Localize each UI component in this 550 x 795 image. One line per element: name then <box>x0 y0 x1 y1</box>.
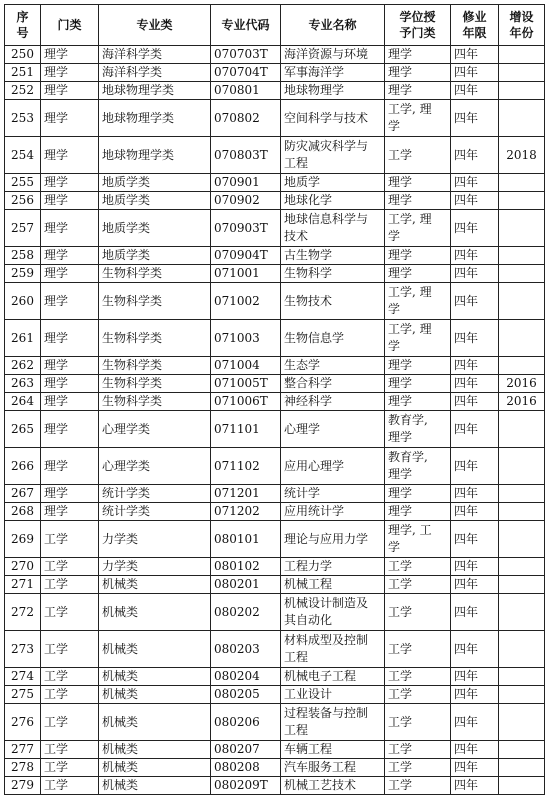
cell-major-name: 地球物理学 <box>281 82 385 100</box>
cell-code: 080201 <box>211 576 281 594</box>
cell-duration: 四年 <box>451 375 499 393</box>
cell-seq: 264 <box>5 393 41 411</box>
cell-degree: 工学 <box>385 741 451 759</box>
cell-category: 工学 <box>41 668 99 686</box>
table-row <box>5 777 545 795</box>
cell-code: 080207 <box>211 741 281 759</box>
cell-major-name: 地球化学 <box>281 192 385 210</box>
cell-seq: 254 <box>5 137 41 174</box>
cell-code: 070801 <box>211 82 281 100</box>
cell-seq: 257 <box>5 210 41 247</box>
cell-seq: 267 <box>5 485 41 503</box>
cell-year-added <box>499 82 545 100</box>
cell-category: 理学 <box>41 247 99 265</box>
cell-year-added <box>499 174 545 192</box>
cell-year-added <box>499 247 545 265</box>
cell-degree: 理学 <box>385 46 451 64</box>
cell-year-added <box>499 100 545 137</box>
cell-duration: 四年 <box>451 137 499 174</box>
cell-code: 071102 <box>211 448 281 485</box>
cell-seq: 252 <box>5 82 41 100</box>
cell-seq: 251 <box>5 64 41 82</box>
cell-degree: 工学 <box>385 668 451 686</box>
cell-major-name: 统计学 <box>281 485 385 503</box>
cell-year-added <box>499 283 545 320</box>
cell-code: 071004 <box>211 357 281 375</box>
table-row <box>5 174 545 192</box>
cell-seq: 272 <box>5 594 41 631</box>
cell-year-added <box>499 265 545 283</box>
cell-major-name: 材料成型及控制 工程 <box>281 631 385 668</box>
cell-year-added <box>499 594 545 631</box>
cell-category: 工学 <box>41 521 99 558</box>
cell-category: 理学 <box>41 448 99 485</box>
cell-seq: 275 <box>5 686 41 704</box>
cell-category: 理学 <box>41 46 99 64</box>
cell-subject: 心理学类 <box>99 411 211 448</box>
cell-subject: 海洋科学类 <box>99 64 211 82</box>
cell-year-added: 2016 <box>499 393 545 411</box>
cell-category: 理学 <box>41 503 99 521</box>
cell-seq: 253 <box>5 100 41 137</box>
cell-seq: 263 <box>5 375 41 393</box>
cell-code: 071003 <box>211 320 281 357</box>
cell-year-added <box>499 704 545 741</box>
cell-seq: 259 <box>5 265 41 283</box>
table-row <box>5 741 545 759</box>
cell-seq: 265 <box>5 411 41 448</box>
header-year-added: 增设 年份 <box>499 5 545 46</box>
cell-category: 理学 <box>41 82 99 100</box>
cell-degree: 工学, 理 学 <box>385 320 451 357</box>
table-row <box>5 283 545 320</box>
cell-category: 理学 <box>41 375 99 393</box>
cell-duration: 四年 <box>451 357 499 375</box>
cell-major-name: 地球信息科学与 技术 <box>281 210 385 247</box>
cell-category: 工学 <box>41 704 99 741</box>
cell-subject: 统计学类 <box>99 485 211 503</box>
cell-code: 080208 <box>211 759 281 777</box>
cell-major-name: 生态学 <box>281 357 385 375</box>
table-row <box>5 521 545 558</box>
cell-seq: 260 <box>5 283 41 320</box>
cell-major-name: 神经科学 <box>281 393 385 411</box>
cell-category: 工学 <box>41 686 99 704</box>
cell-code: 071002 <box>211 283 281 320</box>
cell-major-name: 军事海洋学 <box>281 64 385 82</box>
table-row <box>5 375 545 393</box>
cell-subject: 机械类 <box>99 686 211 704</box>
cell-degree: 工学 <box>385 759 451 777</box>
cell-major-name: 心理学 <box>281 411 385 448</box>
cell-duration: 四年 <box>451 686 499 704</box>
cell-degree: 工学 <box>385 704 451 741</box>
cell-degree: 理学 <box>385 174 451 192</box>
cell-duration: 四年 <box>451 82 499 100</box>
cell-seq: 271 <box>5 576 41 594</box>
cell-subject: 地质学类 <box>99 247 211 265</box>
cell-subject: 生物科学类 <box>99 320 211 357</box>
cell-seq: 268 <box>5 503 41 521</box>
cell-subject: 机械类 <box>99 668 211 686</box>
cell-major-name: 车辆工程 <box>281 741 385 759</box>
cell-duration: 四年 <box>451 448 499 485</box>
cell-seq: 261 <box>5 320 41 357</box>
table-row <box>5 265 545 283</box>
cell-subject: 力学类 <box>99 558 211 576</box>
cell-subject: 机械类 <box>99 741 211 759</box>
header-degree: 学位授 予门类 <box>385 5 451 46</box>
cell-code: 080203 <box>211 631 281 668</box>
cell-code: 080209T <box>211 777 281 795</box>
table-row <box>5 137 545 174</box>
cell-category: 理学 <box>41 411 99 448</box>
cell-code: 070803T <box>211 137 281 174</box>
header-seq: 序 号 <box>5 5 41 46</box>
header-subject: 专业类 <box>99 5 211 46</box>
cell-year-added <box>499 411 545 448</box>
cell-duration: 四年 <box>451 741 499 759</box>
cell-duration: 四年 <box>451 485 499 503</box>
cell-code: 071001 <box>211 265 281 283</box>
cell-seq: 273 <box>5 631 41 668</box>
cell-category: 工学 <box>41 594 99 631</box>
cell-code: 071201 <box>211 485 281 503</box>
cell-category: 工学 <box>41 631 99 668</box>
table-row <box>5 46 545 64</box>
table-row <box>5 759 545 777</box>
cell-degree: 理学 <box>385 503 451 521</box>
cell-major-name: 古生物学 <box>281 247 385 265</box>
cell-duration: 四年 <box>451 265 499 283</box>
cell-seq: 262 <box>5 357 41 375</box>
table-row <box>5 393 545 411</box>
cell-subject: 地球物理学类 <box>99 100 211 137</box>
cell-subject: 生物科学类 <box>99 393 211 411</box>
cell-category: 理学 <box>41 64 99 82</box>
cell-major-name: 工业设计 <box>281 686 385 704</box>
cell-year-added <box>499 503 545 521</box>
cell-degree: 工学 <box>385 137 451 174</box>
cell-seq: 256 <box>5 192 41 210</box>
cell-category: 理学 <box>41 174 99 192</box>
cell-seq: 266 <box>5 448 41 485</box>
cell-seq: 278 <box>5 759 41 777</box>
cell-duration: 四年 <box>451 283 499 320</box>
table-row <box>5 668 545 686</box>
cell-code: 080204 <box>211 668 281 686</box>
cell-category: 理学 <box>41 283 99 320</box>
cell-code: 080101 <box>211 521 281 558</box>
majors-table <box>4 4 545 795</box>
table-row <box>5 576 545 594</box>
cell-degree: 教育学, 理学 <box>385 448 451 485</box>
cell-year-added <box>499 576 545 594</box>
cell-duration: 四年 <box>451 174 499 192</box>
cell-category: 工学 <box>41 759 99 777</box>
cell-year-added <box>499 192 545 210</box>
cell-subject: 地质学类 <box>99 174 211 192</box>
cell-category: 工学 <box>41 777 99 795</box>
cell-subject: 统计学类 <box>99 503 211 521</box>
cell-degree: 理学 <box>385 82 451 100</box>
cell-subject: 生物科学类 <box>99 283 211 320</box>
cell-code: 070902 <box>211 192 281 210</box>
cell-code: 070703T <box>211 46 281 64</box>
cell-subject: 力学类 <box>99 521 211 558</box>
cell-degree: 工学 <box>385 594 451 631</box>
cell-subject: 地质学类 <box>99 192 211 210</box>
cell-subject: 机械类 <box>99 777 211 795</box>
cell-major-name: 海洋资源与环境 <box>281 46 385 64</box>
cell-code: 070901 <box>211 174 281 192</box>
cell-duration: 四年 <box>451 64 499 82</box>
cell-code: 080102 <box>211 558 281 576</box>
cell-year-added <box>499 448 545 485</box>
cell-subject: 地球物理学类 <box>99 137 211 174</box>
cell-degree: 理学 <box>385 192 451 210</box>
cell-code: 080206 <box>211 704 281 741</box>
cell-duration: 四年 <box>451 558 499 576</box>
table-row <box>5 558 545 576</box>
cell-year-added: 2018 <box>499 137 545 174</box>
table-header-row <box>5 5 545 46</box>
cell-major-name: 工程力学 <box>281 558 385 576</box>
cell-seq: 255 <box>5 174 41 192</box>
cell-degree: 理学 <box>385 485 451 503</box>
cell-duration: 四年 <box>451 503 499 521</box>
cell-category: 理学 <box>41 357 99 375</box>
table-row <box>5 82 545 100</box>
cell-code: 070904T <box>211 247 281 265</box>
cell-subject: 地质学类 <box>99 210 211 247</box>
cell-subject: 生物科学类 <box>99 357 211 375</box>
cell-code: 071202 <box>211 503 281 521</box>
header-duration: 修业 年限 <box>451 5 499 46</box>
cell-year-added <box>499 741 545 759</box>
cell-seq: 269 <box>5 521 41 558</box>
cell-duration: 四年 <box>451 46 499 64</box>
cell-major-name: 理论与应用力学 <box>281 521 385 558</box>
table-row <box>5 210 545 247</box>
header-category: 门类 <box>41 5 99 46</box>
cell-duration: 四年 <box>451 320 499 357</box>
cell-degree: 理学 <box>385 357 451 375</box>
cell-degree: 工学, 理 学 <box>385 283 451 320</box>
cell-degree: 理学 <box>385 393 451 411</box>
table-row <box>5 320 545 357</box>
cell-year-added <box>499 357 545 375</box>
cell-seq: 258 <box>5 247 41 265</box>
cell-subject: 机械类 <box>99 759 211 777</box>
cell-major-name: 机械设计制造及 其自动化 <box>281 594 385 631</box>
cell-subject: 生物科学类 <box>99 265 211 283</box>
cell-major-name: 机械工程 <box>281 576 385 594</box>
cell-degree: 理学 <box>385 375 451 393</box>
cell-code: 070802 <box>211 100 281 137</box>
cell-major-name: 应用统计学 <box>281 503 385 521</box>
table-row <box>5 411 545 448</box>
cell-duration: 四年 <box>451 100 499 137</box>
cell-category: 理学 <box>41 320 99 357</box>
cell-major-name: 机械工艺技术 <box>281 777 385 795</box>
cell-degree: 理学 <box>385 247 451 265</box>
cell-year-added <box>499 558 545 576</box>
table-row <box>5 631 545 668</box>
cell-duration: 四年 <box>451 411 499 448</box>
cell-duration: 四年 <box>451 521 499 558</box>
cell-year-added <box>499 777 545 795</box>
cell-category: 理学 <box>41 192 99 210</box>
cell-year-added <box>499 210 545 247</box>
table-row <box>5 485 545 503</box>
cell-duration: 四年 <box>451 247 499 265</box>
table-row <box>5 448 545 485</box>
cell-year-added <box>499 759 545 777</box>
cell-duration: 四年 <box>451 594 499 631</box>
table-row <box>5 357 545 375</box>
cell-major-name: 生物科学 <box>281 265 385 283</box>
cell-category: 工学 <box>41 558 99 576</box>
cell-major-name: 生物信息学 <box>281 320 385 357</box>
cell-major-name: 空间科学与技术 <box>281 100 385 137</box>
cell-major-name: 生物技术 <box>281 283 385 320</box>
cell-subject: 心理学类 <box>99 448 211 485</box>
cell-year-added <box>499 320 545 357</box>
cell-subject: 生物科学类 <box>99 375 211 393</box>
table-row <box>5 594 545 631</box>
table-row <box>5 704 545 741</box>
cell-seq: 250 <box>5 46 41 64</box>
cell-major-name: 整合科学 <box>281 375 385 393</box>
cell-duration: 四年 <box>451 393 499 411</box>
table-row <box>5 503 545 521</box>
cell-code: 070704T <box>211 64 281 82</box>
cell-year-added <box>499 46 545 64</box>
cell-code: 080202 <box>211 594 281 631</box>
cell-subject: 海洋科学类 <box>99 46 211 64</box>
cell-degree: 教育学, 理学 <box>385 411 451 448</box>
cell-seq: 276 <box>5 704 41 741</box>
cell-duration: 四年 <box>451 777 499 795</box>
cell-category: 理学 <box>41 100 99 137</box>
cell-category: 理学 <box>41 485 99 503</box>
cell-code: 070903T <box>211 210 281 247</box>
cell-category: 理学 <box>41 265 99 283</box>
table-row <box>5 64 545 82</box>
cell-degree: 工学 <box>385 777 451 795</box>
cell-major-name: 机械电子工程 <box>281 668 385 686</box>
header-major-name: 专业名称 <box>281 5 385 46</box>
table-row <box>5 247 545 265</box>
table-row <box>5 686 545 704</box>
cell-seq: 279 <box>5 777 41 795</box>
cell-duration: 四年 <box>451 704 499 741</box>
cell-duration: 四年 <box>451 668 499 686</box>
cell-year-added <box>499 631 545 668</box>
cell-year-added: 2016 <box>499 375 545 393</box>
cell-major-name: 应用心理学 <box>281 448 385 485</box>
cell-degree: 工学 <box>385 558 451 576</box>
cell-year-added <box>499 668 545 686</box>
cell-year-added <box>499 485 545 503</box>
cell-degree: 工学 <box>385 631 451 668</box>
cell-code: 071005T <box>211 375 281 393</box>
cell-degree: 理学 <box>385 64 451 82</box>
cell-category: 工学 <box>41 576 99 594</box>
cell-code: 080205 <box>211 686 281 704</box>
cell-degree: 工学, 理 学 <box>385 210 451 247</box>
cell-degree: 工学 <box>385 686 451 704</box>
cell-seq: 277 <box>5 741 41 759</box>
cell-major-name: 防灾减灾科学与 工程 <box>281 137 385 174</box>
cell-seq: 270 <box>5 558 41 576</box>
cell-subject: 机械类 <box>99 704 211 741</box>
cell-category: 理学 <box>41 137 99 174</box>
cell-category: 理学 <box>41 210 99 247</box>
cell-major-name: 汽车服务工程 <box>281 759 385 777</box>
cell-major-name: 地质学 <box>281 174 385 192</box>
table-row <box>5 192 545 210</box>
cell-degree: 工学, 理 学 <box>385 100 451 137</box>
cell-duration: 四年 <box>451 631 499 668</box>
cell-subject: 机械类 <box>99 631 211 668</box>
cell-subject: 机械类 <box>99 594 211 631</box>
cell-degree: 理学 <box>385 265 451 283</box>
cell-duration: 四年 <box>451 576 499 594</box>
cell-duration: 四年 <box>451 192 499 210</box>
cell-duration: 四年 <box>451 759 499 777</box>
table-row <box>5 100 545 137</box>
cell-major-name: 过程装备与控制 工程 <box>281 704 385 741</box>
cell-year-added <box>499 521 545 558</box>
cell-degree: 理学, 工 学 <box>385 521 451 558</box>
cell-year-added <box>499 64 545 82</box>
cell-duration: 四年 <box>451 210 499 247</box>
cell-seq: 274 <box>5 668 41 686</box>
header-code: 专业代码 <box>211 5 281 46</box>
cell-code: 071006T <box>211 393 281 411</box>
cell-category: 工学 <box>41 741 99 759</box>
cell-category: 理学 <box>41 393 99 411</box>
cell-subject: 机械类 <box>99 576 211 594</box>
cell-subject: 地球物理学类 <box>99 82 211 100</box>
cell-year-added <box>499 686 545 704</box>
cell-code: 071101 <box>211 411 281 448</box>
cell-degree: 工学 <box>385 576 451 594</box>
